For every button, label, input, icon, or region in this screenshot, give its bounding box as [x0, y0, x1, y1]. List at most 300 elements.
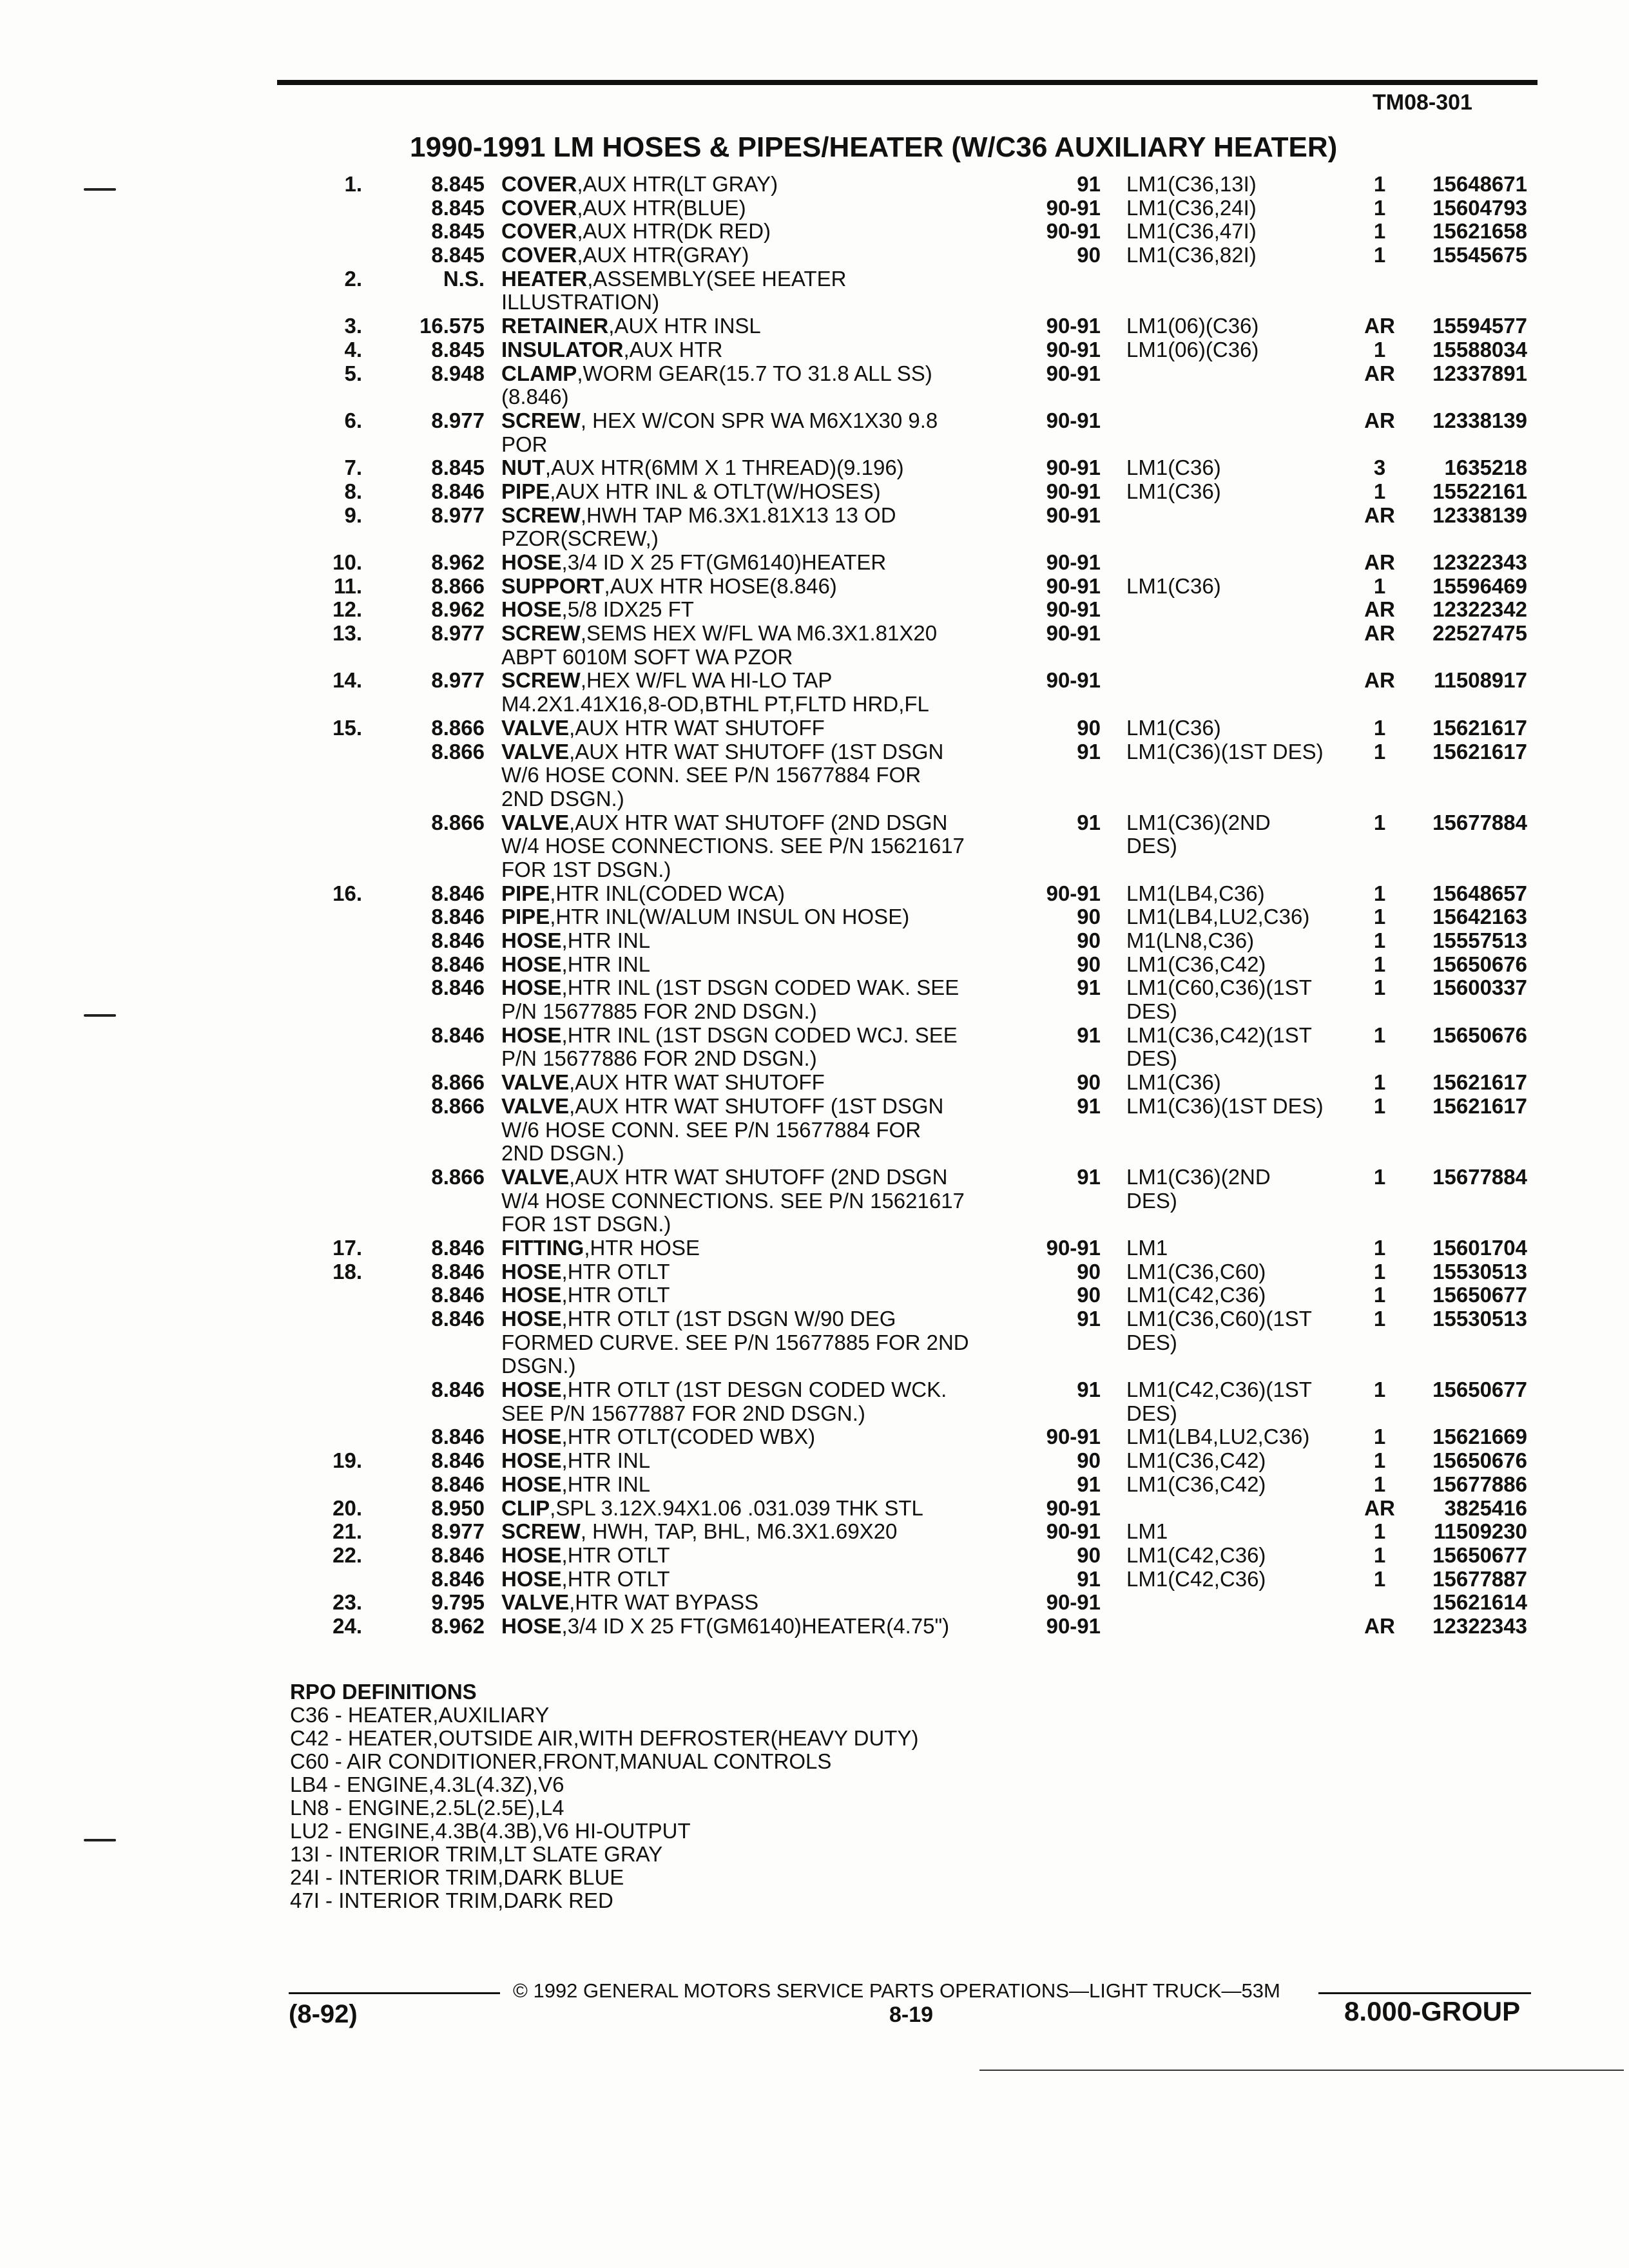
group-number: 8.846	[431, 1307, 485, 1331]
quantity: 1	[1373, 1023, 1386, 1047]
parts-row	[0, 1473, 1629, 1497]
model-years: 90-91	[1046, 621, 1101, 646]
part-description	[501, 1449, 1025, 1472]
rpo-line: 47I - INTERIOR TRIM,DARK RED	[290, 1888, 613, 1912]
model-years: 90-91	[1046, 456, 1101, 480]
part-description	[501, 1354, 1025, 1378]
usage-code: LM1(C36,C42)	[1126, 1449, 1266, 1473]
usage-code: LM1(C36,13I)	[1126, 173, 1257, 196]
part-description	[501, 646, 1025, 669]
parts-row	[0, 1024, 1629, 1048]
group-number: 8.962	[431, 1613, 485, 1638]
part-number: 12338139	[1432, 408, 1527, 432]
part-name: HOSE	[501, 1472, 562, 1496]
part-name: COVER	[501, 196, 577, 220]
part-description	[501, 1000, 1025, 1023]
item-number: 22.	[333, 1542, 362, 1567]
part-description	[501, 1166, 1025, 1189]
parts-row	[0, 882, 1629, 906]
group-number: 8.866	[431, 573, 485, 598]
quantity: 1	[1373, 952, 1386, 976]
part-number: 15588034	[1432, 337, 1527, 361]
parts-row	[0, 1544, 1629, 1568]
parts-row	[0, 1142, 1629, 1166]
usage-code: LM1(06)(C36)	[1126, 314, 1259, 338]
part-name: HOSE	[501, 1283, 562, 1307]
group-number: 8.845	[431, 337, 485, 361]
group-number: 8.846	[431, 1472, 485, 1496]
part-description	[501, 1307, 1025, 1331]
part-number: 22527475	[1432, 621, 1527, 646]
parts-row	[0, 1615, 1629, 1639]
part-detail: ,HTR INL (1ST DSGN CODED WAK. SEE	[561, 976, 959, 1000]
rpo-definitions	[290, 1680, 918, 1912]
group-number: 8.866	[431, 1093, 485, 1118]
part-name: HOSE	[501, 1260, 562, 1283]
part-description	[501, 787, 1025, 811]
model-years: 90-91	[1046, 1425, 1101, 1449]
parts-row	[0, 598, 1629, 622]
part-name: RETAINER	[501, 314, 609, 338]
part-description	[501, 1402, 1025, 1425]
part-description	[501, 1473, 1025, 1496]
part-description	[501, 1331, 1025, 1354]
parts-row	[0, 1307, 1629, 1331]
part-name: PIPE	[501, 905, 550, 929]
part-detail: ,AUX HTR(DK RED)	[577, 220, 771, 244]
part-description	[501, 598, 1025, 621]
model-years: 90-91	[1046, 219, 1101, 244]
part-number: 15621614	[1432, 1590, 1527, 1615]
part-description	[501, 1071, 1025, 1094]
parts-row	[0, 362, 1629, 386]
part-description	[501, 834, 1025, 858]
usage-code: LM1(LB4,LU2,C36)	[1126, 1425, 1310, 1449]
group-number: 8.846	[431, 1235, 485, 1260]
parts-row	[0, 267, 1629, 291]
parts-row	[0, 197, 1629, 220]
parts-row	[0, 1331, 1629, 1355]
revision-date: (8-92)	[289, 2000, 358, 2028]
item-number: 23.	[333, 1590, 362, 1615]
usage-code: LM1(C36,C42)	[1126, 1472, 1266, 1496]
part-number: 15650676	[1432, 1023, 1527, 1047]
parts-row	[0, 811, 1629, 835]
part-detail: ,AUX HTR(LT GRAY)	[577, 173, 778, 196]
part-detail: ,AUX HTR HOSE(8.846)	[604, 574, 837, 598]
quantity: 1	[1373, 1378, 1386, 1402]
part-number: 15522161	[1432, 479, 1527, 503]
part-name: VALVE	[501, 740, 570, 764]
part-detail: ,HTR OTLT	[561, 1260, 670, 1283]
part-detail: ,AUX HTR(GRAY)	[577, 244, 749, 267]
part-description	[501, 173, 1025, 196]
model-years: 90-91	[1046, 195, 1101, 220]
group-number: 8.866	[431, 810, 485, 834]
usage-code: M1(LN8,C36)	[1126, 929, 1255, 952]
part-detail: ,HTR INL (1ST DSGN CODED WCJ. SEE	[561, 1023, 958, 1047]
parts-row	[0, 787, 1629, 811]
part-description	[501, 1520, 1025, 1543]
usage-code: LM1(C36)(1ST DES)	[1126, 1094, 1324, 1118]
group-number: 8.846	[431, 1283, 485, 1307]
part-detail: ,3/4 ID X 25 FT(GM6140)HEATER(4.75")	[561, 1614, 950, 1638]
parts-row	[0, 1119, 1629, 1142]
part-description	[501, 409, 1025, 432]
part-name: HOSE	[501, 1449, 562, 1473]
quantity: AR	[1364, 550, 1395, 574]
parts-row	[0, 314, 1629, 338]
group-number: 8.845	[431, 219, 485, 244]
part-description	[501, 1119, 1025, 1142]
part-name: HOSE	[501, 1567, 562, 1591]
part-name: HEATER	[501, 267, 588, 291]
part-name: INSULATOR	[501, 338, 624, 361]
usage-code: LM1(C36,24I)	[1126, 196, 1257, 220]
part-description	[501, 716, 1025, 740]
part-description	[501, 1378, 1025, 1401]
part-detail: ,ASSEMBLY(SEE HEATER	[587, 267, 847, 291]
part-number: 15650676	[1432, 952, 1527, 976]
quantity: 1	[1373, 1472, 1386, 1496]
part-description	[501, 527, 1025, 550]
quantity: 1	[1373, 337, 1386, 361]
parts-row	[0, 716, 1629, 740]
item-number: 4.	[344, 337, 362, 361]
rpo-line: 24I - INTERIOR TRIM,DARK BLUE	[290, 1865, 624, 1889]
part-number: 11508917	[1433, 668, 1527, 693]
parts-row	[0, 338, 1629, 362]
quantity: 1	[1373, 905, 1386, 929]
part-name: HOSE	[501, 598, 562, 622]
quantity: 1	[1373, 1283, 1386, 1307]
group-number: 8.977	[431, 408, 485, 432]
part-name: SCREW	[501, 1520, 581, 1544]
part-detail: ,AUX HTR WAT SHUTOFF (2ND DSGN	[569, 811, 948, 834]
usage-code: LM1(C36)	[1126, 574, 1221, 598]
item-number: 16.	[333, 881, 362, 905]
quantity: 1	[1373, 1259, 1386, 1283]
parts-row	[0, 1166, 1629, 1189]
quantity: 1	[1373, 1164, 1386, 1189]
item-number: 10.	[333, 550, 362, 574]
part-number: 15650677	[1432, 1542, 1527, 1567]
part-name: CLIP	[501, 1496, 550, 1520]
group-number: 8.846	[431, 1448, 485, 1473]
model-years: 90	[1077, 1448, 1101, 1473]
group-number: 8.846	[431, 975, 485, 1000]
parts-row	[0, 740, 1629, 764]
part-detail: 2ND DSGN.)	[501, 787, 624, 811]
part-detail: ,AUX HTR WAT SHUTOFF (1ST DSGN	[569, 740, 944, 764]
part-number: 12338139	[1432, 503, 1527, 527]
usage-code: LM1(C36,C60)	[1126, 1260, 1266, 1283]
part-number: 15600337	[1432, 975, 1527, 1000]
part-name: HOSE	[501, 1425, 562, 1449]
model-years: 91	[1077, 1472, 1101, 1496]
part-number: 15621669	[1432, 1425, 1527, 1449]
usage-code: LM1(C42,C36)(1ST	[1126, 1378, 1312, 1402]
group-number: 8.846	[431, 479, 485, 503]
part-description	[501, 858, 1025, 881]
part-detail: (8.846)	[501, 385, 569, 409]
quantity: 1	[1373, 172, 1386, 196]
quantity: 1	[1373, 1448, 1386, 1473]
part-detail: , HWH, TAP, BHL, M6.3X1.69X20	[580, 1520, 898, 1544]
part-detail: ,HTR OTLT (1ST DSGN W/90 DEG	[561, 1307, 896, 1331]
usage-code: DES)	[1126, 1000, 1177, 1024]
group-number: 16.575	[419, 314, 485, 338]
item-number: 8.	[344, 479, 362, 503]
quantity: AR	[1364, 1495, 1395, 1520]
part-number: 15650677	[1432, 1378, 1527, 1402]
part-detail: ,WORM GEAR(15.7 TO 31.8 ALL SS)	[577, 361, 932, 385]
quantity: AR	[1364, 668, 1395, 693]
part-description	[501, 220, 1025, 243]
rpo-line: C60 - AIR CONDITIONER,FRONT,MANUAL CONTROLS	[290, 1749, 832, 1773]
item-number: 2.	[344, 266, 362, 291]
parts-row	[0, 1071, 1629, 1095]
item-number: 19.	[333, 1448, 362, 1473]
model-years: 90-91	[1046, 1235, 1101, 1260]
part-detail: ABPT 6010M SOFT WA PZOR	[501, 645, 793, 669]
item-number: 6.	[344, 408, 362, 432]
group-number: 9.795	[431, 1590, 485, 1615]
usage-code: DES)	[1126, 1047, 1177, 1071]
part-number: 15621617	[1432, 1070, 1527, 1095]
parts-row	[0, 1497, 1629, 1521]
quantity: AR	[1364, 408, 1395, 432]
parts-row	[0, 1047, 1629, 1071]
part-description	[501, 291, 1025, 314]
quantity: AR	[1364, 597, 1395, 622]
part-description	[501, 1260, 1025, 1283]
usage-code: DES)	[1126, 834, 1177, 858]
part-detail: ,HTR INL(CODED WCA)	[550, 881, 786, 905]
group-number: 8.846	[431, 928, 485, 952]
part-detail: ,HTR OTLT	[561, 1567, 670, 1591]
parts-row	[0, 220, 1629, 244]
parts-row	[0, 622, 1629, 646]
part-detail: P/N 15677885 FOR 2ND DSGN.)	[501, 1000, 817, 1024]
group-number: 8.866	[431, 1164, 485, 1189]
part-number: 15621617	[1432, 739, 1527, 764]
part-number: 15530513	[1432, 1307, 1527, 1331]
part-name: HOSE	[501, 952, 562, 976]
part-detail: ,HWH TAP M6.3X1.81X13 13 OD	[580, 503, 896, 527]
part-name: COVER	[501, 244, 577, 267]
item-number: 11.	[333, 573, 362, 598]
quantity: 1	[1373, 1542, 1386, 1567]
part-number: 12322342	[1432, 597, 1527, 622]
part-description	[501, 385, 1025, 408]
parts-row	[0, 1591, 1629, 1615]
usage-code: LM1(06)(C36)	[1126, 338, 1259, 361]
part-name: NUT	[501, 456, 545, 480]
parts-row	[0, 1402, 1629, 1426]
usage-code: LM1(C36)	[1126, 1071, 1221, 1095]
quantity: 3	[1373, 456, 1386, 480]
part-detail: FORMED CURVE. SEE P/N 15677885 FOR 2ND	[501, 1331, 969, 1354]
usage-code: LM1(C36)(1ST DES)	[1126, 740, 1324, 764]
top-rule	[277, 80, 1537, 85]
group-number: 8.948	[431, 361, 485, 385]
group-number: 8.846	[431, 881, 485, 905]
group-number: 8.846	[431, 1425, 485, 1449]
quantity: 1	[1373, 1425, 1386, 1449]
part-detail: FOR 1ST DSGN.)	[501, 1213, 671, 1236]
quantity: 1	[1373, 1566, 1386, 1591]
part-detail: , HEX W/CON SPR WA M6X1X30 9.8	[580, 408, 938, 432]
part-detail: SEE P/N 15677887 FOR 2ND DSGN.)	[501, 1401, 865, 1425]
part-description	[501, 1568, 1025, 1591]
model-years: 90-91	[1046, 337, 1101, 361]
part-number: 1635218	[1444, 456, 1527, 480]
group-number: 8.846	[431, 905, 485, 929]
part-name: HOSE	[501, 1023, 562, 1047]
parts-list	[0, 173, 1629, 1639]
model-years: 91	[1077, 1164, 1101, 1189]
part-detail: POR	[501, 432, 548, 456]
usage-code: LM1(C42,C36)	[1126, 1543, 1266, 1567]
part-number: 15621658	[1432, 219, 1527, 244]
part-detail: ,AUX HTR(BLUE)	[577, 196, 746, 220]
part-name: VALVE	[501, 1591, 570, 1615]
model-years: 90-91	[1046, 668, 1101, 693]
part-detail: ,HTR OTLT	[561, 1543, 670, 1567]
part-name: VALVE	[501, 716, 570, 740]
usage-code: LM1(C36,82I)	[1126, 244, 1257, 267]
part-detail: DSGN.)	[501, 1354, 576, 1378]
page-title: 1990-1991 LM HOSES & PIPES/HEATER (W/C36 AUXILIARY HEATER)	[410, 131, 1338, 163]
model-years: 90-91	[1046, 503, 1101, 527]
part-description	[501, 764, 1025, 787]
group-number: 8.845	[431, 243, 485, 267]
model-years: 91	[1077, 975, 1101, 1000]
parts-row	[0, 929, 1629, 953]
model-years: 90-91	[1046, 1495, 1101, 1520]
group-number: 8.950	[431, 1495, 485, 1520]
parts-row	[0, 646, 1629, 669]
quantity: 1	[1373, 739, 1386, 764]
part-detail: FOR 1ST DSGN.)	[501, 858, 671, 881]
part-description	[501, 693, 1025, 716]
quantity: 1	[1373, 1093, 1386, 1118]
quantity: 1	[1373, 1070, 1386, 1095]
part-description	[501, 669, 1025, 692]
quantity: 1	[1373, 1307, 1386, 1331]
group-number: 8.977	[431, 1519, 485, 1544]
quantity: AR	[1364, 1613, 1395, 1638]
part-description	[501, 1047, 1025, 1070]
part-name: HOSE	[501, 1378, 562, 1402]
item-number: 12.	[333, 597, 362, 622]
part-number: 11509230	[1433, 1519, 1527, 1544]
group-number: 8.845	[431, 172, 485, 196]
group-number: 8.846	[431, 1378, 485, 1402]
quantity: AR	[1364, 314, 1395, 338]
part-detail: ,HTR HOSE	[584, 1236, 700, 1260]
part-number: 15596469	[1432, 573, 1527, 598]
usage-code: DES)	[1126, 1331, 1177, 1354]
part-description	[501, 929, 1025, 952]
quantity: 1	[1373, 881, 1386, 905]
part-detail: ,5/8 IDX25 FT	[561, 598, 694, 622]
item-number: 21.	[333, 1519, 362, 1544]
model-years: 90-91	[1046, 361, 1101, 385]
group-number: 8.962	[431, 550, 485, 574]
part-description	[501, 433, 1025, 456]
parts-row	[0, 409, 1629, 433]
document-id: TM08-301	[1373, 90, 1472, 115]
part-detail: ,HTR INL(W/ALUM INSUL ON HOSE)	[550, 905, 910, 929]
usage-code: DES)	[1126, 1401, 1177, 1425]
quantity: 1	[1373, 479, 1386, 503]
parts-row	[0, 433, 1629, 457]
part-number: 12322343	[1432, 1613, 1527, 1638]
part-number: 15677884	[1432, 1164, 1527, 1189]
item-number: 13.	[333, 621, 362, 646]
part-detail: PZOR(SCREW,)	[501, 527, 659, 551]
part-detail: ,HTR OTLT(CODED WBX)	[561, 1425, 816, 1449]
rpo-line: LN8 - ENGINE,2.5L(2.5E),L4	[290, 1796, 564, 1820]
group-number: 8.977	[431, 621, 485, 646]
part-description	[501, 1024, 1025, 1047]
rpo-line: LU2 - ENGINE,4.3B(4.3B),V6 HI-OUTPUT	[290, 1819, 691, 1843]
model-years: 91	[1077, 1378, 1101, 1402]
parts-row	[0, 527, 1629, 551]
part-description	[501, 976, 1025, 999]
parts-row	[0, 669, 1629, 693]
usage-code: LM1(C36,C42)(1ST	[1126, 1023, 1312, 1047]
parts-row	[0, 1236, 1629, 1260]
usage-code: LM1	[1126, 1236, 1168, 1260]
parts-row	[0, 1354, 1629, 1378]
parts-row	[0, 1213, 1629, 1236]
usage-code: LM1(C36)	[1126, 456, 1221, 480]
part-name: SUPPORT	[501, 574, 604, 598]
part-number: 15621617	[1432, 1093, 1527, 1118]
part-detail: ,AUX HTR WAT SHUTOFF (2ND DSGN	[569, 1165, 948, 1189]
group-number: 8.846	[431, 1542, 485, 1567]
part-name: HOSE	[501, 1307, 562, 1331]
part-number: 15530513	[1432, 1259, 1527, 1283]
model-years: 90	[1077, 1070, 1101, 1095]
model-years: 90	[1077, 715, 1101, 740]
part-detail: ,AUX HTR INL & OTLT(W/HOSES)	[550, 479, 881, 503]
part-detail: P/N 15677886 FOR 2ND DSGN.)	[501, 1047, 817, 1071]
part-detail: ,AUX HTR(6MM X 1 THREAD)(9.196)	[545, 456, 904, 480]
part-detail: ,HTR INL	[561, 1472, 651, 1496]
part-name: HOSE	[501, 551, 562, 574]
usage-code: LM1(C36)(2ND	[1126, 811, 1271, 834]
rpo-line: C36 - HEATER,AUXILIARY	[290, 1703, 550, 1727]
group-number: 8.846	[431, 952, 485, 976]
model-years: 90-91	[1046, 314, 1101, 338]
part-name: VALVE	[501, 811, 570, 834]
item-number: 24.	[333, 1613, 362, 1638]
model-years: 90-91	[1046, 479, 1101, 503]
part-name: COVER	[501, 220, 577, 244]
part-number: 15604793	[1432, 195, 1527, 220]
part-number: 3825416	[1444, 1495, 1527, 1520]
part-description	[501, 811, 1025, 834]
usage-code: LM1(LB4,LU2,C36)	[1126, 905, 1310, 929]
item-number: 20.	[333, 1495, 362, 1520]
part-description	[501, 504, 1025, 527]
part-number: 12322343	[1432, 550, 1527, 574]
usage-code: LM1(C36)	[1126, 716, 1221, 740]
